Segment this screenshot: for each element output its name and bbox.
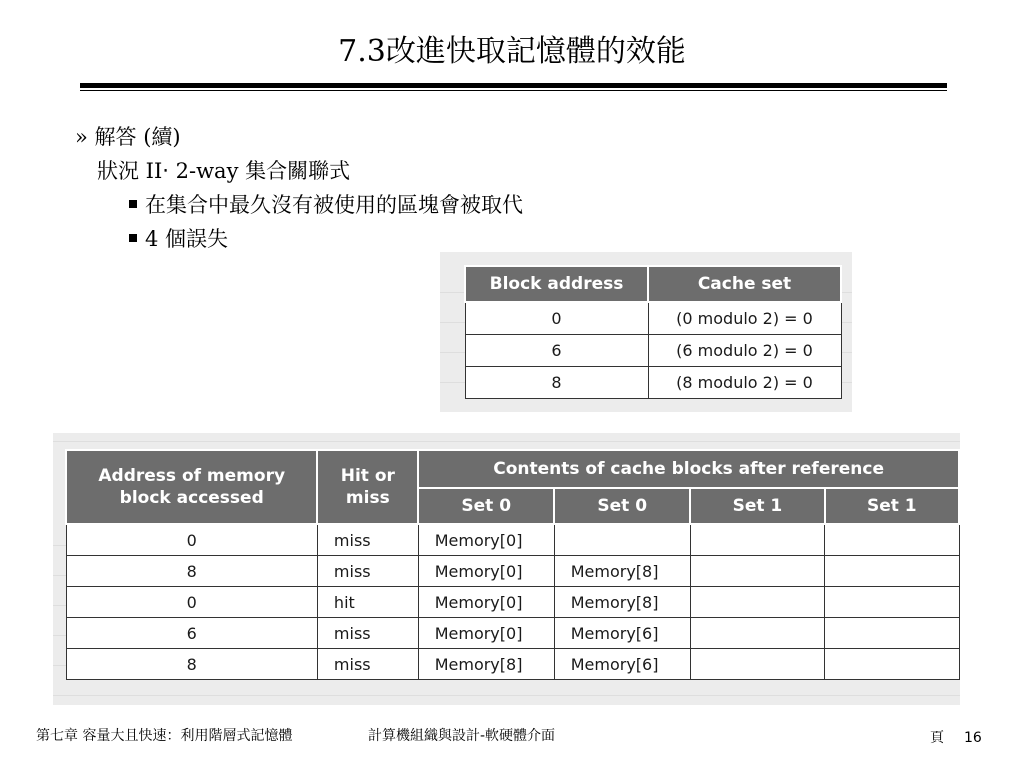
header-address-accessed: Address of memory block accessed (66, 450, 317, 524)
hit-miss-cell: miss (317, 556, 418, 587)
header-block-address: Block address (465, 266, 648, 302)
header-set: Set 0 (554, 488, 690, 524)
bullet-item-1 (129, 188, 523, 222)
address-cell: 0 (66, 587, 317, 618)
set-content-cell (825, 556, 959, 587)
set-content-cell (690, 556, 824, 587)
table-row (66, 556, 959, 587)
bullet-answer: » 解答 (續) (75, 125, 181, 149)
bullet-item-1-text: 在集合中最久沒有被使用的區塊會被取代 (145, 193, 523, 217)
scanned-table-2 (53, 433, 960, 705)
hit-miss-cell: miss (317, 649, 418, 680)
block-set-table (464, 265, 842, 399)
set-content-cell (690, 649, 824, 680)
hit-miss-cell: miss (317, 618, 418, 649)
set-content-cell (825, 524, 959, 556)
set-content-cell: Memory[6] (554, 618, 690, 649)
hit-miss-cell: hit (317, 587, 418, 618)
table-row (465, 367, 841, 399)
cache-set-cell: (8 modulo 2) = 0 (648, 367, 841, 399)
address-cell: 6 (66, 618, 317, 649)
scanned-table-1 (440, 252, 852, 412)
header-cache-set: Cache set (648, 266, 841, 302)
bullet-item-2 (129, 222, 523, 256)
table-row (465, 335, 841, 367)
square-bullet-icon (129, 234, 137, 242)
set-content-cell: Memory[8] (418, 649, 554, 680)
address-cell: 8 (66, 556, 317, 587)
footer-chapter: 第七章 容量大且快速：利用階層式記憶體 (36, 728, 293, 744)
hit-miss-cell: miss (317, 524, 418, 556)
table-row (66, 587, 959, 618)
header-set: Set 1 (690, 488, 824, 524)
page-label: 頁 (930, 730, 944, 746)
set-content-cell (690, 587, 824, 618)
header-set: Set 0 (418, 488, 554, 524)
set-content-cell: Memory[0] (418, 556, 554, 587)
set-content-cell: Memory[0] (418, 524, 554, 556)
set-content-cell: Memory[6] (554, 649, 690, 680)
set-content-cell (825, 618, 959, 649)
block-address-cell: 8 (465, 367, 648, 399)
slide-title: 7.3改進快取記憶體的效能 (338, 34, 686, 69)
set-content-cell (690, 524, 824, 556)
cache-set-cell: (0 modulo 2) = 0 (648, 302, 841, 335)
set-content-cell: Memory[8] (554, 587, 690, 618)
footer-book-title: 計算機組織與設計-軟硬體介面 (368, 728, 556, 744)
set-content-cell (690, 618, 824, 649)
page-number: 16 (964, 730, 982, 746)
address-cell: 8 (66, 649, 317, 680)
block-address-cell: 0 (465, 302, 648, 335)
header-set: Set 1 (825, 488, 959, 524)
cache-set-cell: (6 modulo 2) = 0 (648, 335, 841, 367)
header-hit-or-miss: Hit or miss (317, 450, 418, 524)
square-bullet-icon (129, 200, 137, 208)
bullet-case: 狀況 II‧ 2-way 集合關聯式 (97, 159, 351, 183)
table-row (465, 302, 841, 335)
address-cell: 0 (66, 524, 317, 556)
table-row (66, 524, 959, 556)
title-rule-thick (80, 83, 947, 88)
set-content-cell: Memory[0] (418, 618, 554, 649)
title-rule-thin (80, 90, 947, 91)
set-content-cell (554, 524, 690, 556)
set-content-cell (825, 649, 959, 680)
bullet-list (75, 120, 523, 256)
table-row (66, 649, 959, 680)
header-contents: Contents of cache blocks after reference (418, 450, 959, 488)
set-content-cell: Memory[8] (554, 556, 690, 587)
set-content-cell (825, 587, 959, 618)
table-row (66, 618, 959, 649)
set-content-cell: Memory[0] (418, 587, 554, 618)
block-address-cell: 6 (465, 335, 648, 367)
bullet-item-2-text: 4 個誤失 (145, 227, 229, 251)
cache-access-table (65, 449, 960, 680)
footer-page (930, 727, 982, 747)
